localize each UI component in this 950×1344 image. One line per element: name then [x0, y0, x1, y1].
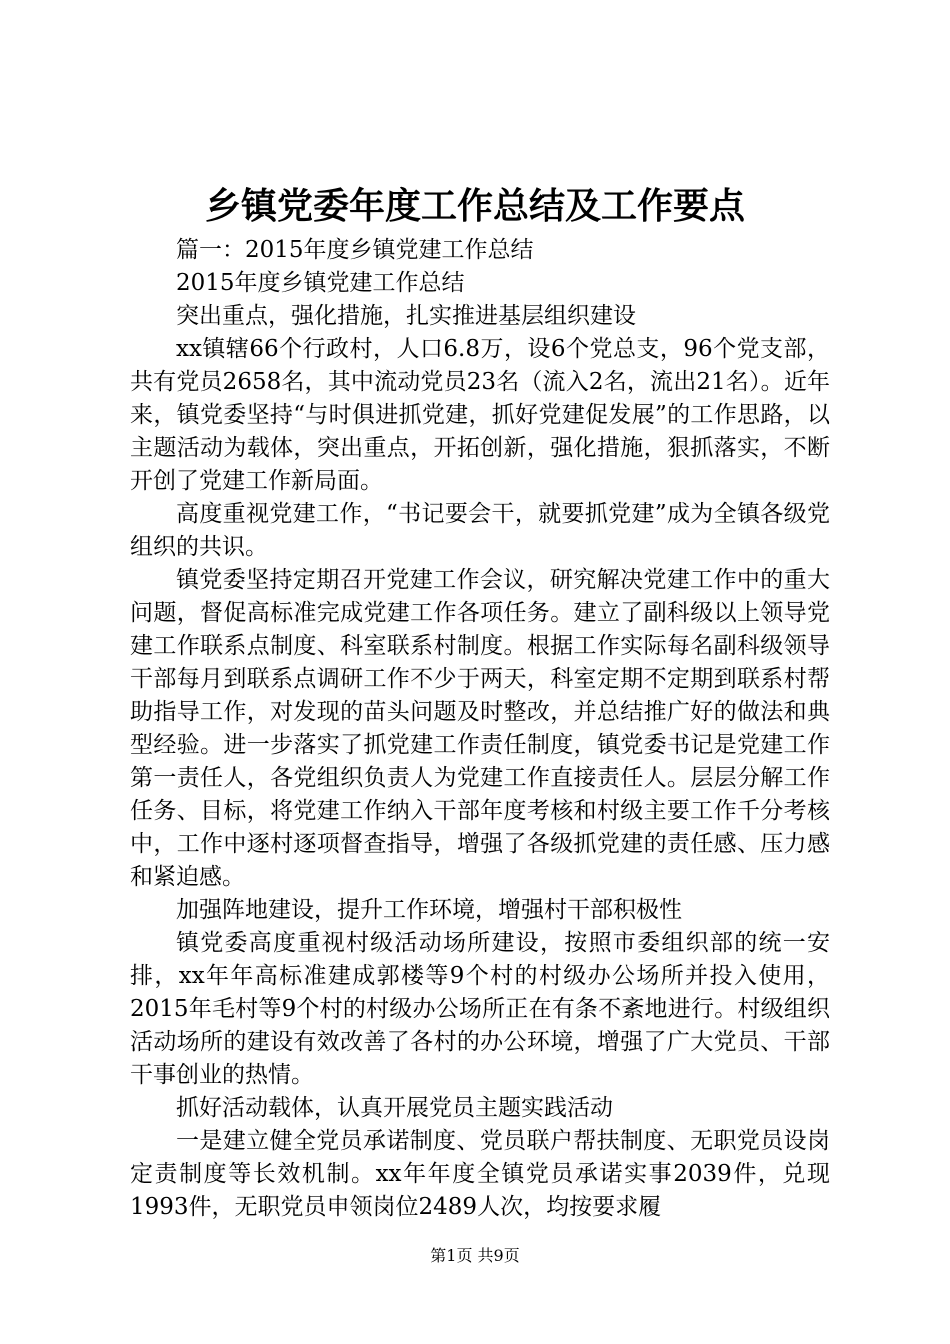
page-number-footer: 第1页 共9页	[430, 1246, 520, 1265]
paragraph: 一是建立健全党员承诺制度、党员联户帮扶制度、无职党员设岗定责制度等长效机制。xx年年度全镇党员承诺实事2039件，兑现1993件，无职党员申领岗位2489人次，均按要求履	[130, 1128, 830, 1220]
document-body	[130, 234, 830, 1224]
section-heading: 加强阵地建设，提升工作环境，增强村干部积极性	[176, 897, 682, 923]
paragraph-heading-1: 篇一：2015年度乡镇党建工作总结	[176, 237, 534, 263]
section-heading: 突出重点，强化措施，扎实推进基层组织建设	[176, 303, 636, 329]
paragraph: 高度重视党建工作，“书记要会干，就要抓党建”成为全镇各级党组织的共识。	[130, 501, 830, 560]
document-title: 乡镇党委年度工作总结及工作要点	[204, 185, 745, 227]
paragraph: xx镇辖66个行政村，人口6.8万，设6个党总支，96个党支部，共有党员2658名，其中流动党员23名（流入2名，流出21名）。近年来，镇党委坚持“与时俱进抓党建，抓好党建促发展”的工作思路，以主题活动为载体，突出重点，开拓创新，强化措施，狠抓落实，不断开创了党建工作新局面。	[130, 336, 830, 494]
paragraph-heading-2: 2015年度乡镇党建工作总结	[176, 270, 465, 296]
paragraph: 镇党委坚持定期召开党建工作会议，研究解决党建工作中的重大问题，督促高标准完成党建工作各项任务。建立了副科级以上领导党建工作联系点制度、科室联系村制度。根据工作实际每名副科级领导干部每月到联系点调研工作不少于两天，科室定期不定期到联系村帮助指导工作，对发现的苗头问题及时整改，并总结推广好的做法和典型经验。进一步落实了抓党建工作责任制度，镇党委书记是党建工作第一责任人，各党组织负责人为党建工作直接责任人。层层分解工作任务、目标，将党建工作纳入干部年度考核和村级主要工作千分考核中，工作中逐村逐项督查指导，增强了各级抓党建的责任感、压力感和紧迫感。	[130, 567, 830, 890]
section-heading: 抓好活动载体，认真开展党员主题实践活动	[176, 1095, 613, 1121]
paragraph: 镇党委高度重视村级活动场所建设，按照市委组织部的统一安排，xx年年高标准建成郭楼等9个村的村级办公场所并投入使用，2015年毛村等9个村的村级办公场所正在有条不紊地进行。村级组织活动场所的建设有效改善了各村的办公环境，增强了广大党员、干部干事创业的热情。	[130, 930, 830, 1088]
